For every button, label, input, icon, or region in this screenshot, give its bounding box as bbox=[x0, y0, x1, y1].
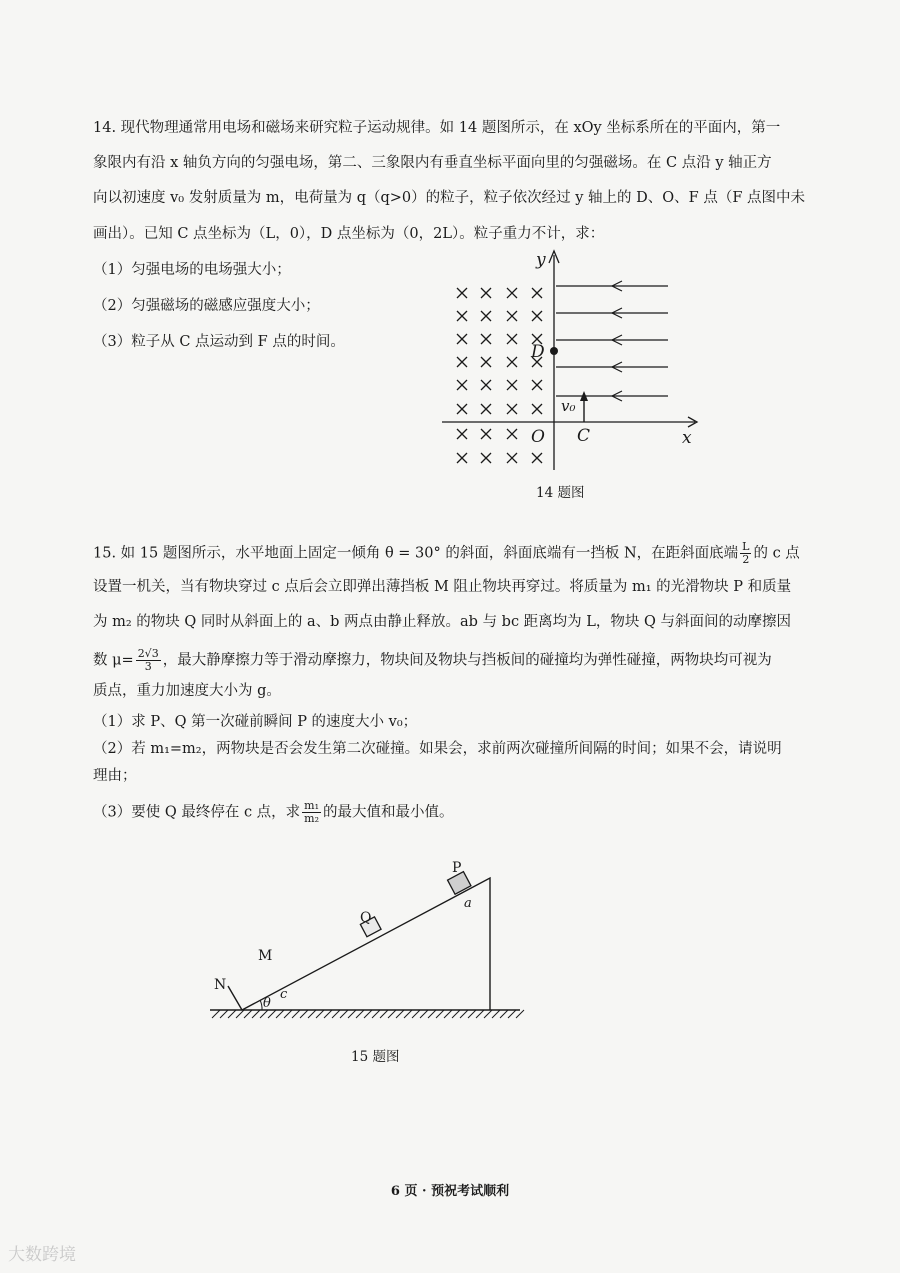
q14-figure-caption: 14 题图 bbox=[536, 485, 585, 501]
hatch-mark bbox=[420, 1010, 428, 1018]
magnetic-cross bbox=[457, 380, 467, 390]
magnetic-cross bbox=[507, 380, 517, 390]
q14-figure bbox=[430, 245, 710, 475]
label-o: O bbox=[531, 427, 545, 447]
hatch-mark bbox=[260, 1010, 268, 1018]
electric-field-lines bbox=[556, 281, 668, 401]
hatch-mark bbox=[516, 1010, 524, 1018]
magnetic-cross bbox=[481, 429, 491, 439]
magnetic-cross bbox=[532, 404, 542, 414]
hatch-mark bbox=[220, 1010, 228, 1018]
magnetic-cross bbox=[507, 334, 517, 344]
q15-sub3-text-a: （3）要使 Q 最终停在 c 点，求 bbox=[93, 804, 301, 821]
watermark-logo: 大数跨境 bbox=[8, 1245, 76, 1265]
hatch-mark bbox=[428, 1010, 436, 1018]
magnetic-cross bbox=[481, 288, 491, 298]
hatch-mark bbox=[500, 1010, 508, 1018]
magnetic-cross bbox=[481, 311, 491, 321]
hatch-mark bbox=[444, 1010, 452, 1018]
hatch-mark bbox=[292, 1010, 300, 1018]
q14-subquestion-2: （2）匀强磁场的磁感应强度大小； bbox=[93, 298, 320, 314]
q15-figure-caption: 15 题图 bbox=[351, 1049, 400, 1065]
magnetic-cross bbox=[532, 288, 542, 298]
hatch-mark bbox=[276, 1010, 284, 1018]
magnetic-cross bbox=[532, 453, 542, 463]
magnetic-cross bbox=[481, 380, 491, 390]
label-m: M bbox=[258, 948, 273, 964]
fraction-m1-m2 bbox=[302, 800, 321, 825]
hatch-mark bbox=[412, 1010, 420, 1018]
q14-line-1: 14. 现代物理通常用电场和磁场来研究粒子运动规律。如 14 题图所示，在 xOy 坐标系所在的平面内，第一 bbox=[93, 120, 781, 136]
magnetic-cross bbox=[457, 334, 467, 344]
q15-line-4-text-b: ，最大静摩擦力等于滑动摩擦力，物块间及物块与挡板间的碰撞均为弹性碰撞，两物块均可视为 bbox=[162, 652, 772, 669]
magnetic-cross bbox=[457, 311, 467, 321]
q15-line-1-text-a: 15. 如 15 题图所示，水平地面上固定一倾角 θ = 30° 的斜面，斜面底端有一挡板 N，在距斜面底端 bbox=[93, 545, 739, 562]
hatch-mark bbox=[380, 1010, 388, 1018]
hatch-mark bbox=[396, 1010, 404, 1018]
magnetic-cross bbox=[457, 453, 467, 463]
magnetic-cross bbox=[507, 453, 517, 463]
q14-line-2: 象限内有沿 x 轴负方向的匀强电场，第二、三象限内有垂直坐标平面向里的匀强磁场。在 C 点沿 y 轴正方 bbox=[93, 155, 772, 171]
q15-line-1 bbox=[93, 541, 800, 566]
hatch-mark bbox=[268, 1010, 276, 1018]
hatch-mark bbox=[404, 1010, 412, 1018]
page-footer: 6 页 · 预祝考试顺利 bbox=[390, 1184, 510, 1199]
label-c-point: c bbox=[280, 987, 288, 1002]
hatch-mark bbox=[484, 1010, 492, 1018]
q15-line-5: 质点，重力加速度大小为 g。 bbox=[93, 683, 281, 699]
fraction-l-over-2 bbox=[740, 541, 751, 566]
fraction-mu bbox=[136, 648, 161, 673]
hatch-mark bbox=[348, 1010, 356, 1018]
hatch-mark bbox=[372, 1010, 380, 1018]
q15-subquestion-3 bbox=[93, 800, 454, 825]
label-d: D bbox=[531, 342, 545, 362]
q15-subquestion-2-cont: 理由； bbox=[93, 768, 137, 784]
hatch-mark bbox=[212, 1010, 220, 1018]
hatch-mark bbox=[252, 1010, 260, 1018]
label-c: C bbox=[577, 426, 591, 446]
hatch-mark bbox=[324, 1010, 332, 1018]
frac3-den: m₂ bbox=[304, 812, 320, 825]
hatch-mark bbox=[452, 1010, 460, 1018]
magnetic-cross bbox=[481, 404, 491, 414]
point-d bbox=[550, 347, 558, 355]
q15-line-1-text-b: 的 c 点 bbox=[753, 545, 800, 562]
q15-line-4-text-a: 数 μ= bbox=[93, 652, 134, 669]
hatch-mark bbox=[332, 1010, 340, 1018]
q14-subquestion-3: （3）粒子从 C 点运动到 F 点的时间。 bbox=[93, 334, 345, 350]
hatch-mark bbox=[388, 1010, 396, 1018]
hatch-mark bbox=[316, 1010, 324, 1018]
label-p: P bbox=[452, 860, 462, 876]
hatch-mark bbox=[244, 1010, 252, 1018]
frac1-den: 2 bbox=[742, 553, 750, 566]
label-n: N bbox=[214, 977, 227, 993]
baffle-n bbox=[228, 986, 242, 1010]
q15-line-2: 设置一机关，当有物块穿过 c 点后会立即弹出薄挡板 M 阻止物块再穿过。将质量为 m₁ 的光滑物块 P 和质量 bbox=[93, 579, 792, 595]
ground-hatching bbox=[212, 1010, 524, 1018]
magnetic-cross bbox=[457, 357, 467, 367]
magnetic-cross bbox=[532, 311, 542, 321]
hatch-mark bbox=[364, 1010, 372, 1018]
magnetic-cross bbox=[457, 288, 467, 298]
magnetic-cross bbox=[481, 357, 491, 367]
q15-figure bbox=[200, 850, 530, 1030]
hatch-mark bbox=[340, 1010, 348, 1018]
label-q: Q bbox=[360, 910, 372, 926]
hatch-mark bbox=[356, 1010, 364, 1018]
magnetic-cross bbox=[457, 429, 467, 439]
label-y: y bbox=[536, 250, 546, 270]
magnetic-cross bbox=[507, 404, 517, 414]
frac3-num: m₁ bbox=[304, 799, 320, 812]
hatch-mark bbox=[300, 1010, 308, 1018]
magnetic-cross bbox=[481, 453, 491, 463]
magnetic-field-crosses bbox=[457, 288, 542, 463]
hatch-mark bbox=[436, 1010, 444, 1018]
frac1-num: L bbox=[742, 540, 750, 553]
hatch-mark bbox=[468, 1010, 476, 1018]
q15-subquestion-2: （2）若 m₁=m₂，两物块是否会发生第二次碰撞。如果会，求前两次碰撞所间隔的时间；如果不会，请说明 bbox=[93, 741, 782, 757]
q15-line-4 bbox=[93, 648, 772, 673]
hatch-mark bbox=[460, 1010, 468, 1018]
magnetic-cross bbox=[507, 311, 517, 321]
hatch-mark bbox=[508, 1010, 516, 1018]
q15-subquestion-1: （1）求 P、Q 第一次碰前瞬间 P 的速度大小 v₀； bbox=[93, 714, 418, 730]
label-theta: θ bbox=[263, 996, 271, 1011]
hatch-mark bbox=[492, 1010, 500, 1018]
hatch-mark bbox=[236, 1010, 244, 1018]
magnetic-cross bbox=[532, 380, 542, 390]
magnetic-cross bbox=[507, 429, 517, 439]
label-x: x bbox=[682, 428, 692, 448]
magnetic-cross bbox=[481, 334, 491, 344]
hatch-mark bbox=[476, 1010, 484, 1018]
magnetic-cross bbox=[507, 288, 517, 298]
hatch-mark bbox=[228, 1010, 236, 1018]
q14-line-3: 向以初速度 v₀ 发射质量为 m，电荷量为 q（q>0）的粒子，粒子依次经过 y 轴上的 D、O、F 点（F 点图中未 bbox=[93, 190, 805, 206]
magnetic-cross bbox=[507, 357, 517, 367]
frac2-num: 2√3 bbox=[137, 647, 159, 660]
hatch-mark bbox=[308, 1010, 316, 1018]
magnetic-cross bbox=[457, 404, 467, 414]
q14-line-4: 画出）。已知 C 点坐标为（L，0），D 点坐标为（0，2L）。粒子重力不计，求： bbox=[93, 226, 605, 242]
q14-subquestion-1: （1）匀强电场的电场强大小； bbox=[93, 262, 291, 278]
q15-line-3: 为 m₂ 的物块 Q 同时从斜面上的 a、b 两点由静止释放。ab 与 bc 距离均为 L，物块 Q 与斜面间的动摩擦因 bbox=[93, 614, 792, 630]
frac2-den: 3 bbox=[144, 660, 152, 673]
label-a: a bbox=[464, 896, 472, 911]
hatch-mark bbox=[284, 1010, 292, 1018]
q15-sub3-text-b: 的最大值和最小值。 bbox=[323, 804, 454, 821]
label-v0: v₀ bbox=[561, 397, 576, 415]
